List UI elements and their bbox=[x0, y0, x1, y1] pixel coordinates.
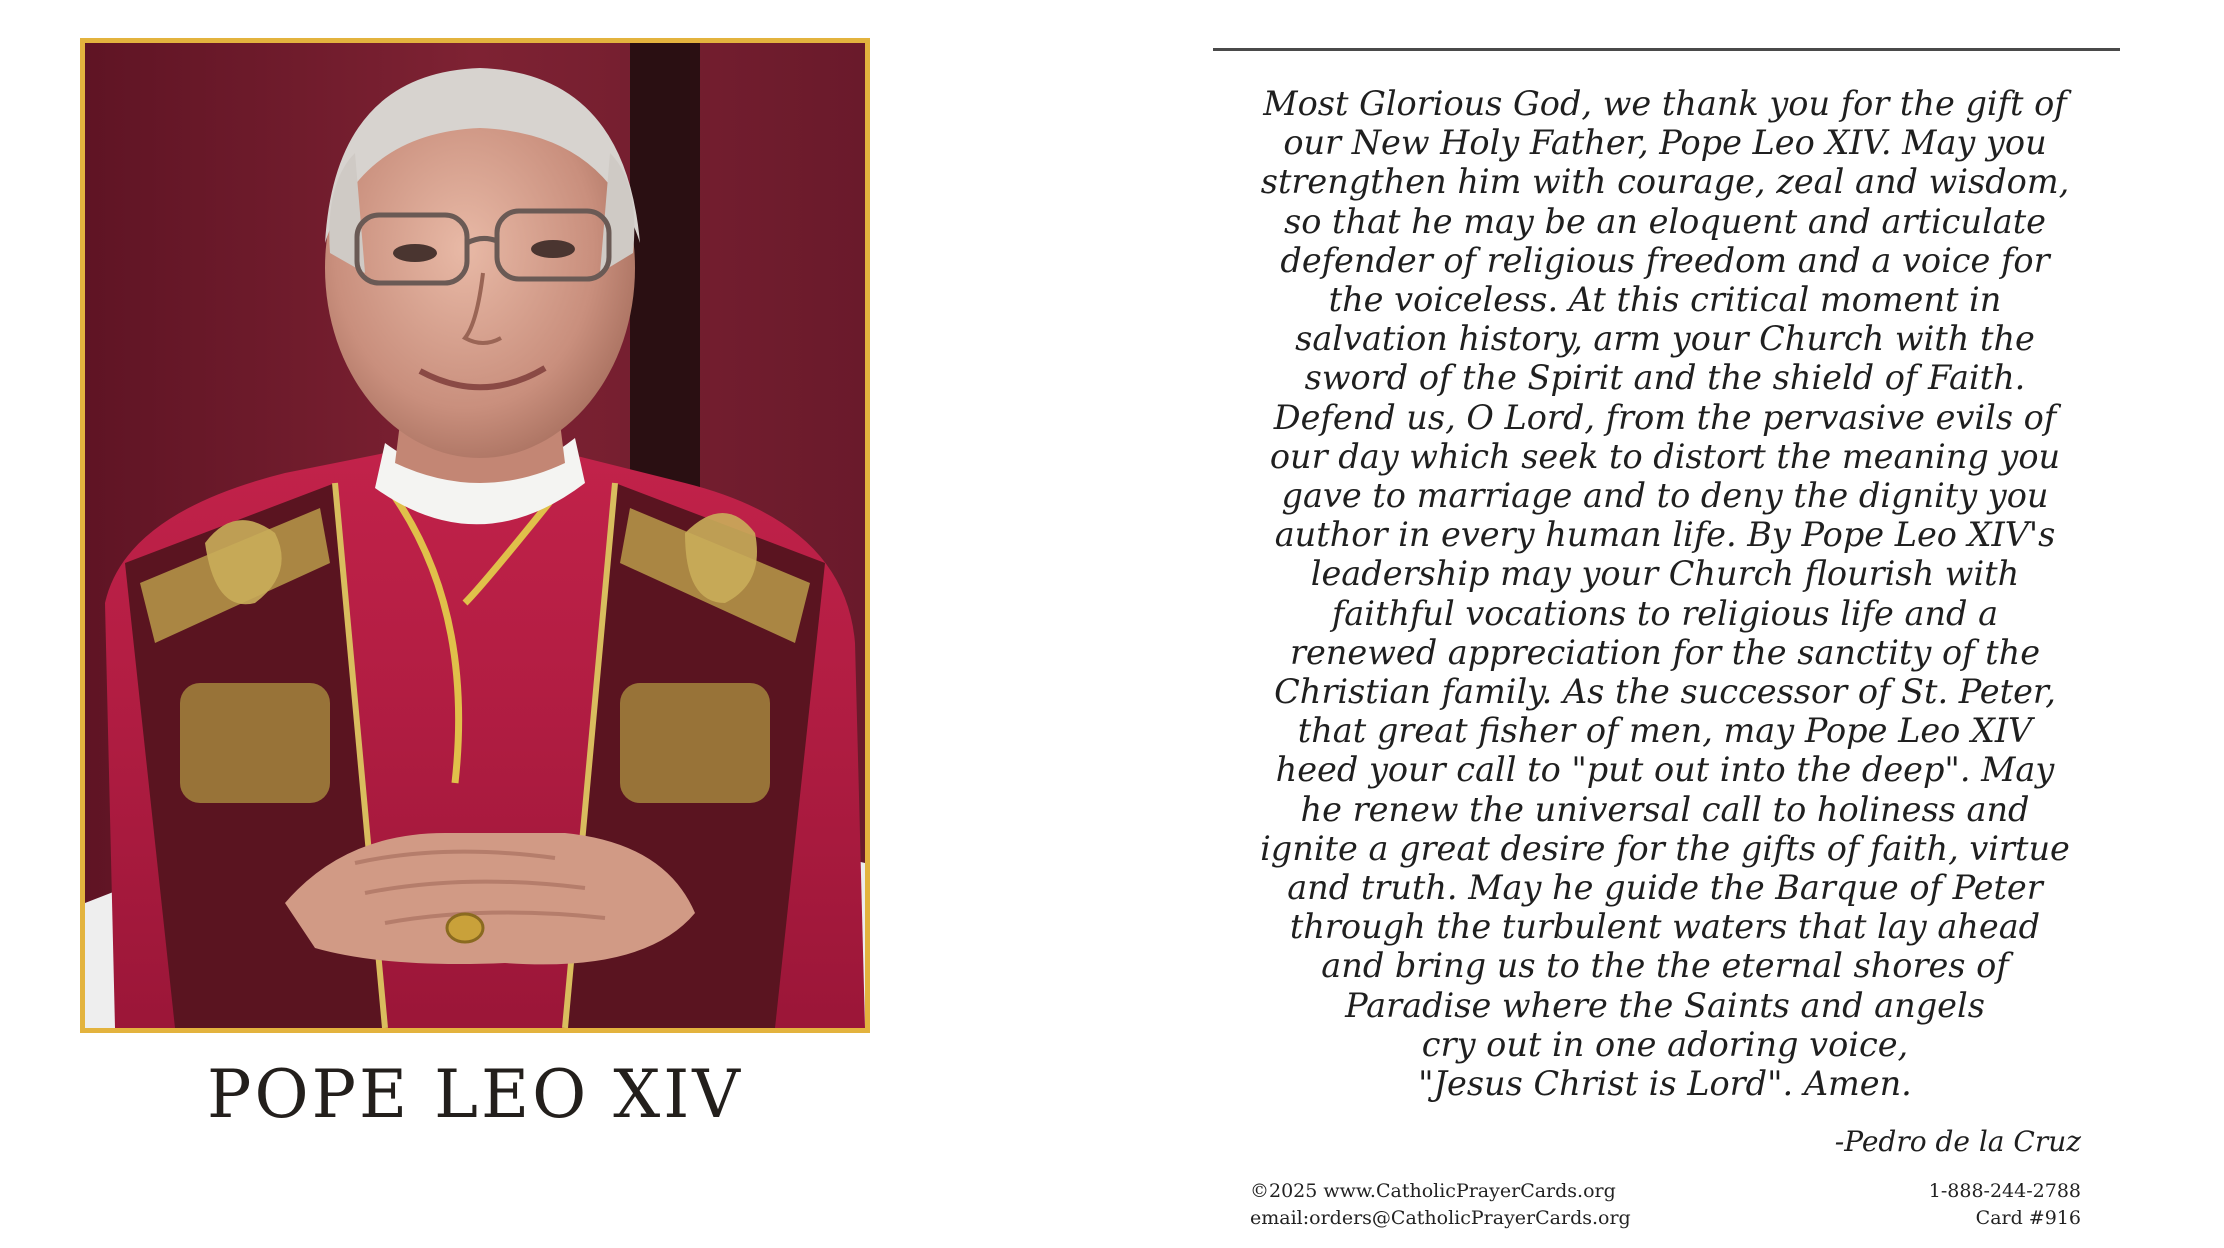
portrait-illustration bbox=[85, 43, 865, 1028]
prayer-line: sword of the Spirit and the shield of Faith. bbox=[1304, 358, 2026, 398]
footer-copyright-site: ©2025 www.CatholicPrayerCards.org bbox=[1250, 1180, 1616, 1202]
footer-card-number: Card #916 bbox=[1975, 1207, 2081, 1229]
portrait-photo bbox=[80, 38, 870, 1033]
prayer-line: our New Holy Father, Pope Leo XIV. May you bbox=[1283, 123, 2047, 163]
prayer-line: Christian family. As the successor of St. Peter, bbox=[1274, 672, 2056, 712]
prayer-line: gave to marriage and to deny the dignity you bbox=[1281, 476, 2049, 516]
prayer-line: strengthen him with courage, zeal and wisdom, bbox=[1260, 162, 2070, 202]
prayer-line: cry out in one adoring voice, bbox=[1421, 1024, 1909, 1064]
footer-email: email:orders@CatholicPrayerCards.org bbox=[1250, 1207, 1631, 1229]
prayer-line: leadership may your Church flourish with bbox=[1310, 554, 2020, 594]
footer-phone: 1-888-244-2788 bbox=[1928, 1180, 2081, 1202]
top-rule-divider bbox=[1213, 48, 2120, 51]
prayer-line: that great fisher of men, may Pope Leo XIV bbox=[1297, 711, 2033, 751]
prayer-line: salvation history, arm your Church with the bbox=[1295, 319, 2035, 359]
prayer-line: heed your call to "put out into the deep". May bbox=[1275, 750, 2055, 790]
prayer-line: and truth. May he guide the Barque of Peter bbox=[1287, 868, 2043, 908]
prayer-line: defender of religious freedom and a voice for bbox=[1280, 240, 2050, 280]
prayer-line: faithful vocations to religious life and a bbox=[1331, 593, 1999, 633]
prayer-line: so that he may be an eloquent and articulate bbox=[1284, 201, 2046, 241]
prayer-line: ignite a great desire for the gifts of faith, virtue bbox=[1260, 828, 2070, 868]
prayer-attribution: -Pedro de la Cruz bbox=[1834, 1125, 2081, 1158]
footer-contact-web bbox=[1250, 1178, 1631, 1232]
prayer-line: Paradise where the Saints and angels bbox=[1345, 985, 1985, 1025]
prayer-line: "Jesus Christ is Lord". Amen. bbox=[1418, 1064, 1912, 1104]
prayer-line: renewed appreciation for the sanctity of the bbox=[1289, 632, 2041, 672]
prayer-line: through the turbulent waters that lay ahead bbox=[1289, 907, 2041, 947]
prayer-line: and bring us to the the eternal shores of bbox=[1321, 946, 2009, 986]
prayer-line: author in every human life. By Pope Leo XIV's bbox=[1274, 515, 2056, 555]
prayer-line: Defend us, O Lord, from the pervasive evils of bbox=[1273, 397, 2057, 437]
prayer-line: our day which seek to distort the meaning you bbox=[1269, 436, 2061, 476]
footer-contact-phone bbox=[1929, 1178, 2081, 1232]
prayer-line: Most Glorious God, we thank you for the gift of bbox=[1263, 84, 2067, 123]
prayer-line: the voiceless. At this critical moment in bbox=[1328, 280, 2002, 320]
pope-name-caption: POPE LEO XIV bbox=[207, 1056, 743, 1133]
prayer-text bbox=[1205, 84, 2125, 1103]
prayer-line: he renew the universal call to holiness and bbox=[1300, 789, 2030, 829]
